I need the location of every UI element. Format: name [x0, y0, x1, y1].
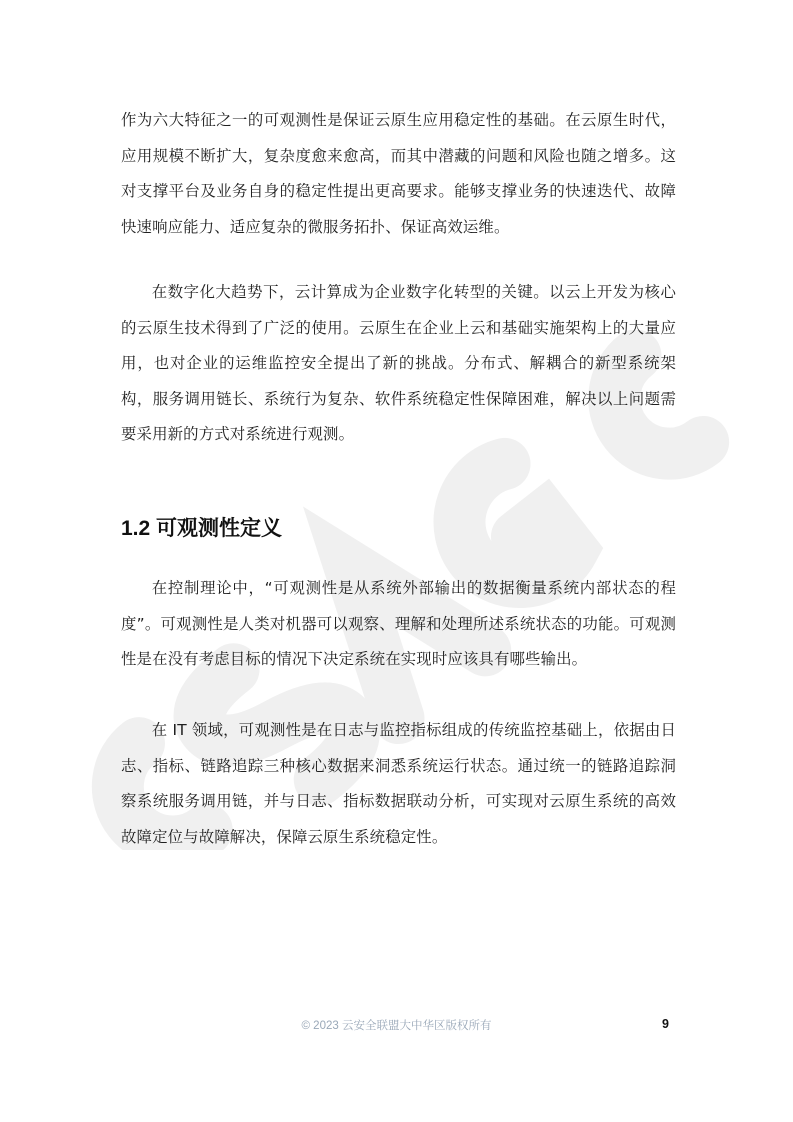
- definition-section: [121, 571, 676, 855]
- intro-paragraph-1: 作为六大特征之一的可观测性是保证云原生应用稳定性的基础。在云原生时代，应用规模不断扩大，复杂度愈来愈高，而其中潜藏的问题和风险也随之增多。这对支撑平台及业务自身的稳定性提出更高要求。能够支撑业务的快速迭代、故障快速响应能力、适应复杂的微服务拓扑、保证高效运维。: [121, 111, 676, 236]
- section-heading: 1.2 可观测性定义: [121, 517, 283, 540]
- definition-paragraph-2: 在 IT 领域，可观测性是在日志与监控指标组成的传统监控基础上，依据由日志、指标、链路追踪三种核心数据来洞悉系统运行状态。通过统一的链路追踪洞察系统服务调用链，并与日志、指标数据联动分析，可实现对云原生系统的高效故障定位与故障解决，保障云原生系统稳定性。: [121, 721, 676, 846]
- definition-paragraph-1: 在控制理论中，“可观测性是从系统外部输出的数据衡量系统内部状态的程度”。可观测性是人类对机器可以观察、理解和处理所述系统状态的功能。可观测性是在没有考虑目标的情况下决定系统在实现时应该具有哪些输出。: [121, 579, 676, 668]
- intro-section: [121, 103, 676, 453]
- section-heading-wrap: [121, 515, 282, 543]
- page-number: 9: [662, 1017, 669, 1031]
- copyright-notice: © 2023 云安全联盟大中华区版权所有: [301, 1020, 492, 1032]
- intro-paragraph-2: 在数字化大趋势下，云计算成为企业数字化转型的关键。以云上开发为核心的云原生技术得到了广泛的使用。云原生在企业上云和基础实施架构上的大量应用，也对企业的运维监控安全提出了新的挑战。分布式、解耦合的新型系统架构，服务调用链长、系统行为复杂、软件系统稳定性保障困难，解决以上问题需要采用新的方式对系统进行观测。: [121, 283, 676, 443]
